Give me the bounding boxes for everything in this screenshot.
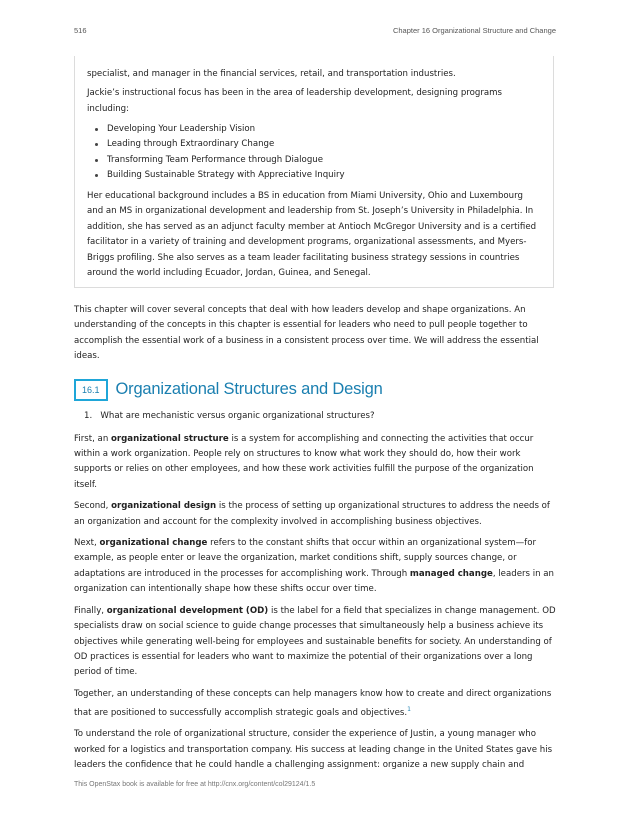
term-organizational-change: organizational change	[99, 538, 208, 549]
page-header	[74, 26, 556, 35]
footnote-link[interactable]: 1	[407, 706, 411, 714]
term-managed-change: managed change	[409, 568, 493, 579]
list-item: Leading through Extraordinary Change	[95, 137, 541, 152]
box-paragraph-1: specialist, and manager in the financial services, retail, and transportation industries.	[87, 69, 456, 79]
term-organizational-structure: organizational structure	[111, 433, 229, 444]
list-item: Building Sustainable Strategy with Appreciative Inquiry	[95, 168, 541, 183]
box-paragraph-3: Her educational background includes a BS in education from Miami University, Ohio and Luxembourg and an MS in organizational development and leadership from St. Joseph’s University in Philadelphia. In addition, she has served as an adjunct faculty member at Antioch McGregor University and is a certified facilitator in a variety of training and development programs, organizational assessments, and Myers-Briggs profiling. She also serves as a team leader facilitating business strategy sessions in countries around the world including Ecuador, Jordan, Guinea, and Senegal.	[87, 191, 537, 279]
list-item: Transforming Team Performance through Dialogue	[95, 153, 541, 168]
paragraph-justin: To understand the role of organizational structure, consider the experience of Justin, a young manager who worked for a logistics and transportation company. His success at leading change in the United States gave his leaders the confidence that he could handle a challenging assignment: organize a new supply chain and	[74, 729, 553, 771]
list-item: Developing Your Leadership Vision	[95, 122, 541, 137]
biography-box	[74, 56, 554, 288]
objective-number: 1.	[84, 410, 93, 421]
box-paragraph-2: Jackie’s instructional focus has been in the area of leadership development, designing programs including:	[87, 88, 503, 114]
intro-paragraph: This chapter will cover several concepts that deal with how leaders develop and shape organizations. An understanding of the concepts in this chapter is essential for leaders who need to pull people together to accomplish the essential work of a business in a consistent process over time. We will address the essential ideas.	[74, 305, 539, 362]
program-list	[87, 122, 541, 183]
objective-text: What are mechanistic versus organic organizational structures?	[100, 410, 375, 421]
learning-objectives	[74, 409, 558, 424]
page-number: 516	[74, 26, 87, 35]
paragraph-finally: Finally, organizational development (OD) is the label for a field that specializes in change management. OD specialists draw on social science to guide change processes that simultaneously help a business achieve its objectives while generating well-being for employees and sustainable benefits for society. An understanding of OD practices is essential for leaders who want to maximize the potential of their organizations over a long period of time.	[74, 605, 556, 678]
term-organizational-design: organizational design	[111, 501, 217, 512]
term-organizational-development: organizational development (OD)	[106, 605, 269, 616]
chapter-title: Chapter 16 Organizational Structure and Change	[392, 26, 556, 35]
paragraph-second: Second, organizational design is the process of setting up organizational structures to address the needs of an organization and account for the complexity involved in accomplishing business objectives.	[74, 501, 550, 527]
main-content	[74, 303, 558, 780]
section-title: Organizational Structures and Design	[115, 380, 383, 399]
section-heading	[74, 379, 558, 401]
section-number-badge: 16.1	[74, 379, 108, 401]
paragraph-first: First, an organizational structure is a system for accomplishing and connecting the activities that occur within a work organization. People rely on structures to know what work they should do, how their work supports or relies on other employees, and how these work activities fulfill the purpose of the organization itself.	[74, 433, 534, 490]
learning-objective	[74, 409, 558, 424]
paragraph-next: Next, organizational change refers to the constant shifts that occur within an organizational system—for example, as people enter or leave the organization, market conditions shift, supply sources change, or adaptations are introduced in the processes for accomplishing work. Through managed change, leaders in an organization can intentionally shape how these shifts occur over time.	[74, 538, 554, 595]
page-footer: This OpenStax book is available for free at http://cnx.org/content/col29124/1.5	[74, 781, 316, 788]
paragraph-together: Together, an understanding of these concepts can help managers know how to create and direct organizations that are positioned to successfully accomplish strategic goals and objectives.$^1$	[74, 688, 552, 718]
